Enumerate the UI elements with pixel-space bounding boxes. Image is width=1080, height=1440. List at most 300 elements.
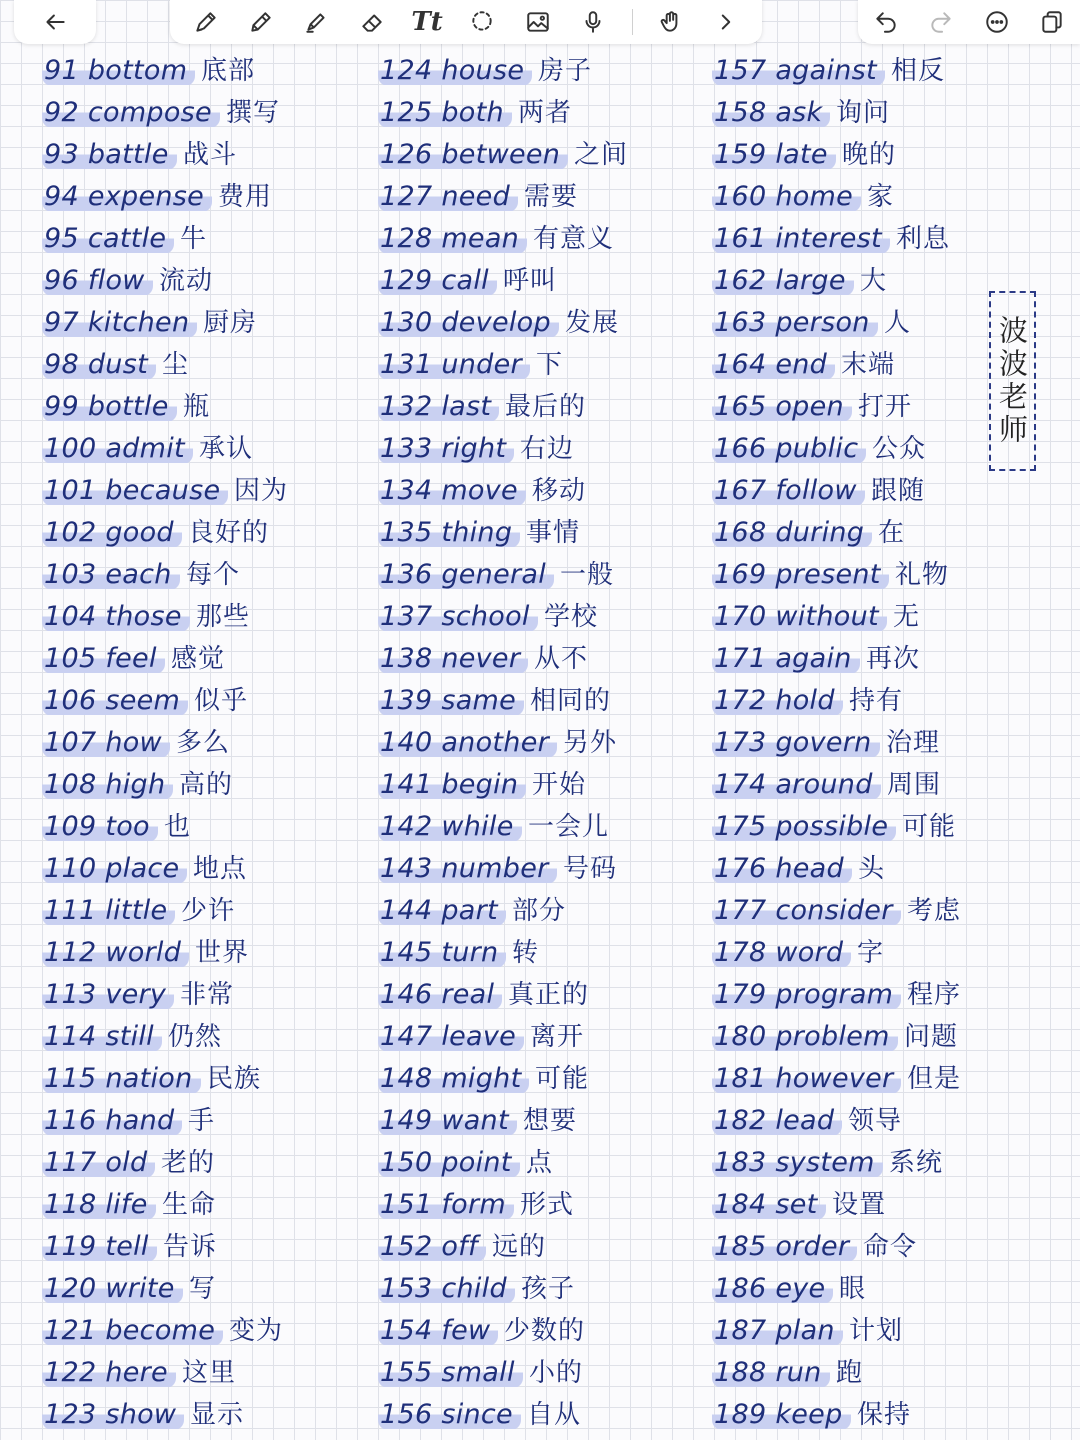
vocab-number: 101 <box>44 475 97 506</box>
vocab-word <box>712 308 878 338</box>
vocab-english: however <box>775 1063 894 1094</box>
vocab-word <box>712 140 836 170</box>
vocab-word <box>42 1400 184 1430</box>
vocab-chinese: 事情 <box>526 518 581 548</box>
vocab-chinese: 孩子 <box>521 1274 576 1304</box>
vocab-word <box>42 812 158 842</box>
vocab-number: 168 <box>714 517 767 548</box>
vocab-row <box>712 1268 1042 1310</box>
vocab-number: 121 <box>44 1315 97 1346</box>
vocab-row <box>378 92 708 134</box>
vocab-english: begin <box>441 769 519 800</box>
vocab-chinese: 但是 <box>907 1064 962 1094</box>
vocab-number: 120 <box>44 1273 97 1304</box>
vocab-row <box>378 1016 708 1058</box>
vocab-row <box>42 764 372 806</box>
vocab-row <box>42 596 372 638</box>
vocab-word <box>42 224 174 254</box>
vocab-row <box>712 1352 1042 1394</box>
vocab-row <box>378 764 708 806</box>
vocab-word <box>712 896 901 926</box>
vocab-chinese: 周围 <box>887 770 942 800</box>
vocab-english: eye <box>775 1273 826 1304</box>
vocab-chinese: 老的 <box>161 1148 216 1178</box>
vocab-word <box>42 434 193 464</box>
vocab-chinese: 两者 <box>518 98 573 128</box>
pen-icon[interactable] <box>189 5 223 39</box>
vocab-chinese: 也 <box>164 812 192 842</box>
vocab-row <box>712 1016 1042 1058</box>
vocab-english: good <box>105 517 174 548</box>
vocab-number: 175 <box>714 811 767 842</box>
vocab-english: ask <box>775 97 823 128</box>
vocab-number: 139 <box>380 685 433 716</box>
vocab-chinese: 晚的 <box>842 140 897 170</box>
vocab-number: 117 <box>44 1147 97 1178</box>
vocab-row <box>712 722 1042 764</box>
vocab-chinese: 底部 <box>201 56 256 86</box>
vocab-word <box>42 686 188 716</box>
vocab-english: interest <box>775 223 882 254</box>
vocab-word <box>378 1400 521 1430</box>
vocab-word <box>712 392 852 422</box>
vocab-number: 104 <box>44 601 97 632</box>
vocab-english: might <box>441 1063 522 1094</box>
vocab-english: thing <box>441 517 513 548</box>
vocab-number: 136 <box>380 559 433 590</box>
vocab-english: bottle <box>87 391 169 422</box>
vocab-english: become <box>105 1315 216 1346</box>
vocab-number: 107 <box>44 727 97 758</box>
vocab-number: 115 <box>44 1063 97 1094</box>
vocab-number: 91 <box>44 55 79 86</box>
vocab-english: since <box>441 1399 513 1430</box>
vocab-word <box>378 476 526 506</box>
vocab-number: 169 <box>714 559 767 590</box>
vocab-english: cattle <box>87 223 167 254</box>
vocab-word <box>712 728 880 758</box>
vocab-row <box>42 218 372 260</box>
vocab-word <box>42 56 195 86</box>
vocab-row <box>378 470 708 512</box>
vocab-english: consider <box>775 895 893 926</box>
vocab-chinese: 战斗 <box>183 140 238 170</box>
vocab-row <box>378 260 708 302</box>
vocab-row <box>712 596 1042 638</box>
vocab-row <box>42 1352 372 1394</box>
vocab-column-2 <box>378 50 708 1436</box>
vocab-row <box>42 1100 372 1142</box>
image-icon[interactable] <box>521 5 555 39</box>
more-icon[interactable] <box>980 5 1014 39</box>
vocab-chinese: 非常 <box>180 980 235 1010</box>
redo-icon[interactable] <box>924 5 958 39</box>
vocab-chinese: 良好的 <box>188 518 270 548</box>
vocab-word <box>42 1148 155 1178</box>
vocab-chinese: 持有 <box>849 686 904 716</box>
vocab-number: 163 <box>714 307 767 338</box>
vocab-row <box>712 1142 1042 1184</box>
vocab-number: 123 <box>44 1399 97 1430</box>
vocab-word <box>378 1358 523 1388</box>
vocab-row <box>378 1142 708 1184</box>
vocab-number: 100 <box>44 433 97 464</box>
vocab-number: 174 <box>714 769 767 800</box>
text-tool-icon[interactable] <box>410 5 444 39</box>
vocab-row <box>42 680 372 722</box>
vocab-word <box>378 1316 498 1346</box>
vocab-english: real <box>441 979 495 1010</box>
vocab-word <box>42 1190 156 1220</box>
vocab-word <box>42 1022 162 1052</box>
vocab-chinese: 从不 <box>534 644 589 674</box>
vocab-english: house <box>441 55 525 86</box>
vocab-number: 137 <box>380 601 433 632</box>
left-toolbar <box>14 0 96 44</box>
vocab-row <box>42 1226 372 1268</box>
vocab-word <box>378 854 557 884</box>
vocab-row <box>42 1142 372 1184</box>
vocab-english: word <box>775 937 844 968</box>
vocab-english: problem <box>775 1021 890 1052</box>
toolbar-divider <box>632 9 633 35</box>
vocab-english: too <box>105 811 150 842</box>
vocab-chinese: 眼 <box>839 1274 867 1304</box>
vocab-english: compose <box>87 97 212 128</box>
vocab-row <box>42 974 372 1016</box>
vocab-english: head <box>775 853 844 884</box>
vocab-chinese: 礼物 <box>895 560 950 590</box>
vocab-word <box>378 1232 486 1262</box>
vocab-word <box>42 266 153 296</box>
vocab-row <box>42 260 372 302</box>
vocab-english: same <box>441 685 517 716</box>
vocab-english: set <box>775 1189 818 1220</box>
vocab-row <box>42 1268 372 1310</box>
vocab-number: 119 <box>44 1231 97 1262</box>
vocab-number: 111 <box>44 895 97 926</box>
vocab-number: 103 <box>44 559 97 590</box>
vocab-row <box>378 848 708 890</box>
vocab-row <box>42 1184 372 1226</box>
vocab-chinese: 字 <box>857 938 885 968</box>
vocab-word <box>42 182 212 212</box>
vocab-row <box>712 848 1042 890</box>
vocab-number: 133 <box>380 433 433 464</box>
vocab-number: 180 <box>714 1021 767 1052</box>
vocab-row <box>42 386 372 428</box>
vocab-word <box>378 266 497 296</box>
vocab-number: 127 <box>380 181 433 212</box>
vocab-english: each <box>105 559 172 590</box>
pages-icon[interactable] <box>1035 5 1069 39</box>
vocab-word <box>42 1274 183 1304</box>
vocab-word <box>378 980 502 1010</box>
vocab-chinese: 多么 <box>176 728 231 758</box>
vocab-english: child <box>441 1273 507 1304</box>
vocab-number: 122 <box>44 1357 97 1388</box>
vocab-chinese: 这里 <box>182 1358 237 1388</box>
vocab-english: open <box>775 391 844 422</box>
vocab-english: present <box>775 559 881 590</box>
vocab-chinese: 自从 <box>527 1400 582 1430</box>
vocab-word <box>378 728 557 758</box>
vocab-number: 112 <box>44 937 97 968</box>
vocab-row <box>378 176 708 218</box>
lasso-icon[interactable] <box>465 5 499 39</box>
vocab-number: 143 <box>380 853 433 884</box>
vocab-number: 149 <box>380 1105 433 1136</box>
vocab-word <box>378 392 499 422</box>
vocab-number: 183 <box>714 1147 767 1178</box>
vocab-number: 170 <box>714 601 767 632</box>
vocab-word <box>712 1022 898 1052</box>
vocab-word <box>42 1358 176 1388</box>
vocab-english: lead <box>775 1105 835 1136</box>
vocab-english: write <box>105 1273 175 1304</box>
vocab-word <box>378 1148 520 1178</box>
vocab-chinese: 跑 <box>836 1358 864 1388</box>
vocab-number: 144 <box>380 895 433 926</box>
vocab-chinese: 相反 <box>891 56 946 86</box>
vocab-row <box>42 638 372 680</box>
vocab-word <box>712 644 860 674</box>
vocab-row <box>42 722 372 764</box>
highlighter-icon[interactable] <box>299 5 333 39</box>
vocab-word <box>378 602 538 632</box>
vocab-number: 148 <box>380 1063 433 1094</box>
vocab-chinese: 小的 <box>529 1358 584 1388</box>
vocab-number: 131 <box>380 349 433 380</box>
vocab-row <box>378 890 708 932</box>
vocab-english: run <box>775 1357 822 1388</box>
vocab-word <box>712 938 851 968</box>
vocab-row <box>378 806 708 848</box>
vocab-number: 185 <box>714 1231 767 1262</box>
eraser-icon[interactable] <box>355 5 389 39</box>
hand-icon[interactable] <box>654 5 688 39</box>
vocab-english: seem <box>105 685 181 716</box>
vocab-number: 146 <box>380 979 433 1010</box>
vocab-chinese: 治理 <box>886 728 941 758</box>
microphone-icon[interactable] <box>576 5 610 39</box>
vocab-chinese: 公众 <box>872 434 927 464</box>
vocab-row <box>378 344 708 386</box>
vocab-word <box>378 56 532 86</box>
vocab-row <box>712 470 1042 512</box>
vocab-chinese: 保持 <box>857 1400 912 1430</box>
vocab-number: 151 <box>380 1189 433 1220</box>
vocab-word <box>42 350 156 380</box>
vocab-english: develop <box>441 307 551 338</box>
vocab-row <box>378 1226 708 1268</box>
vocab-number: 128 <box>380 223 433 254</box>
vocab-row <box>712 1226 1042 1268</box>
vocab-chinese: 变为 <box>229 1316 284 1346</box>
vocab-english: keep <box>775 1399 843 1430</box>
vocab-english: because <box>105 475 221 506</box>
vocab-chinese: 发展 <box>565 308 620 338</box>
vocab-word <box>378 434 514 464</box>
vocab-chinese: 大 <box>860 266 888 296</box>
vocab-chinese: 真正的 <box>508 980 590 1010</box>
vocab-number: 108 <box>44 769 97 800</box>
vocab-chinese: 考虑 <box>907 896 962 926</box>
vocab-row <box>378 932 708 974</box>
vocab-chinese: 设置 <box>832 1190 887 1220</box>
vocab-word <box>378 896 506 926</box>
vocab-word <box>378 98 512 128</box>
vocab-row <box>712 134 1042 176</box>
vocab-word <box>378 770 526 800</box>
vocab-number: 132 <box>380 391 433 422</box>
vocab-english: how <box>105 727 162 758</box>
pencil-icon[interactable] <box>244 5 278 39</box>
vocab-chinese: 部分 <box>512 896 567 926</box>
vocab-english: turn <box>441 937 499 968</box>
vocab-chinese: 地点 <box>193 854 248 884</box>
vocab-row <box>378 596 708 638</box>
vocab-row <box>42 1394 372 1436</box>
vocab-row <box>378 302 708 344</box>
vocab-number: 172 <box>714 685 767 716</box>
vocab-number: 177 <box>714 895 767 926</box>
vocab-number: 124 <box>380 55 433 86</box>
vocab-chinese: 少数的 <box>504 1316 586 1346</box>
vocab-english: never <box>441 643 521 674</box>
vocab-number: 130 <box>380 307 433 338</box>
vocab-chinese: 右边 <box>520 434 575 464</box>
vocab-english: dust <box>87 349 148 380</box>
vocab-chinese: 程序 <box>907 980 962 1010</box>
vocab-row <box>42 428 372 470</box>
vocab-row <box>378 974 708 1016</box>
vocab-number: 140 <box>380 727 433 758</box>
vocab-row <box>378 722 708 764</box>
vocab-word <box>42 140 177 170</box>
vocab-number: 165 <box>714 391 767 422</box>
vocab-chinese: 离开 <box>530 1022 585 1052</box>
chevron-right-icon[interactable] <box>709 5 743 39</box>
vocab-chinese: 写 <box>189 1274 217 1304</box>
vocab-chinese: 世界 <box>195 938 250 968</box>
vocab-english: again <box>775 643 852 674</box>
vocab-number: 126 <box>380 139 433 170</box>
vocab-english: large <box>775 265 846 296</box>
vocab-english: here <box>105 1357 168 1388</box>
vocab-number: 156 <box>380 1399 433 1430</box>
vocab-row <box>378 1100 708 1142</box>
vocab-english: hold <box>775 685 835 716</box>
vocab-english: call <box>441 265 489 296</box>
back-arrow-icon[interactable] <box>38 5 72 39</box>
vocab-number: 171 <box>714 643 767 674</box>
vocab-chinese: 呼叫 <box>503 266 558 296</box>
vocab-chinese: 学校 <box>544 602 599 632</box>
vocab-row <box>712 50 1042 92</box>
vocab-chinese: 再次 <box>866 644 921 674</box>
vocab-row <box>712 680 1042 722</box>
vocab-row <box>712 218 1042 260</box>
vocab-number: 138 <box>380 643 433 674</box>
vocab-row <box>42 92 372 134</box>
vocab-chinese: 无 <box>893 602 921 632</box>
vocab-english: public <box>775 433 859 464</box>
vocab-number: 158 <box>714 97 767 128</box>
tool-palette <box>170 0 762 44</box>
vocab-english: late <box>775 139 828 170</box>
vocab-chinese: 有意义 <box>533 224 615 254</box>
vocab-word <box>42 728 170 758</box>
vocab-number: 110 <box>44 853 97 884</box>
vocab-english: nation <box>105 1063 193 1094</box>
vocab-chinese: 打开 <box>858 392 913 422</box>
vocab-word <box>42 602 190 632</box>
vocab-row <box>378 50 708 92</box>
vocab-chinese: 费用 <box>218 182 273 212</box>
vocab-english: few <box>441 1315 491 1346</box>
vocab-english: old <box>105 1147 148 1178</box>
vocab-word <box>712 602 887 632</box>
vocab-english: part <box>441 895 498 926</box>
vocab-word <box>42 854 187 884</box>
vocab-chinese: 想要 <box>523 1106 578 1136</box>
vocab-word <box>712 854 852 884</box>
vocab-english: place <box>105 853 180 884</box>
text-tool-label: Tt <box>411 7 443 37</box>
vocab-english: program <box>775 979 894 1010</box>
vocab-row <box>378 1394 708 1436</box>
vocab-number: 105 <box>44 643 97 674</box>
vocab-word <box>712 56 885 86</box>
vocab-row <box>712 638 1042 680</box>
vocab-word <box>712 686 843 716</box>
vocab-chinese: 瓶 <box>183 392 211 422</box>
vocab-number: 189 <box>714 1399 767 1430</box>
vocab-english: around <box>775 769 873 800</box>
vocab-english: show <box>105 1399 177 1430</box>
vocab-number: 173 <box>714 727 767 758</box>
vocab-english: against <box>775 55 877 86</box>
vocab-row <box>378 1184 708 1226</box>
vocab-word <box>712 980 901 1010</box>
vocab-number: 95 <box>44 223 79 254</box>
vocab-chinese: 领导 <box>848 1106 903 1136</box>
undo-icon[interactable] <box>869 5 903 39</box>
vocab-word <box>712 770 881 800</box>
vocab-column-3 <box>712 50 1042 1436</box>
vocab-chinese: 下 <box>536 350 564 380</box>
vocab-word <box>42 98 220 128</box>
vocab-row <box>378 428 708 470</box>
vocab-english: little <box>105 895 168 926</box>
vocab-word <box>42 308 197 338</box>
vocab-number: 179 <box>714 979 767 1010</box>
vocab-row <box>712 1394 1042 1436</box>
vocab-word <box>378 644 528 674</box>
vocab-row <box>378 386 708 428</box>
vocab-english: without <box>775 601 879 632</box>
vocab-number: 152 <box>380 1231 433 1262</box>
vocab-english: plan <box>775 1315 835 1346</box>
vocab-word <box>712 560 889 590</box>
vocab-english: school <box>441 601 530 632</box>
vocab-word <box>712 518 872 548</box>
vocab-number: 187 <box>714 1315 767 1346</box>
vocab-number: 94 <box>44 181 79 212</box>
vocab-english: between <box>441 139 561 170</box>
vocab-number: 147 <box>380 1021 433 1052</box>
